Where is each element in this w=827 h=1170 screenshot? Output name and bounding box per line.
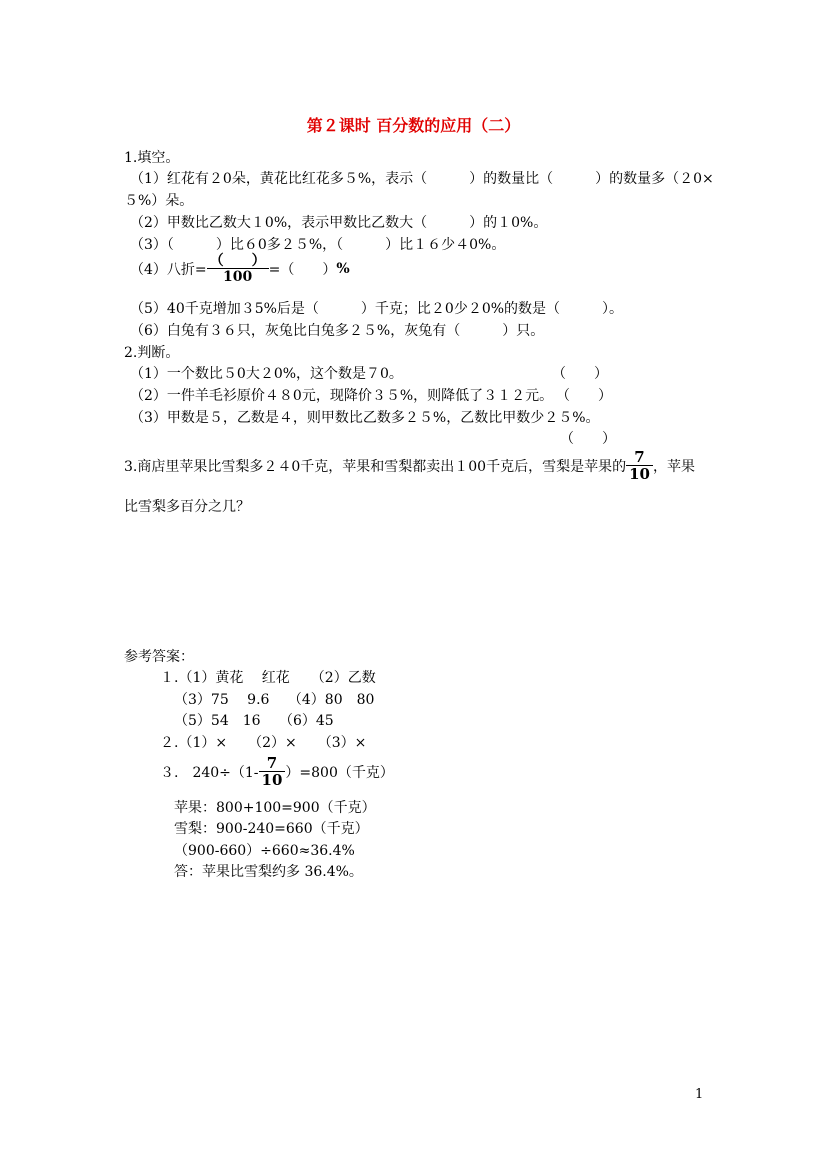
answer-2: ２.（1）× （2）× （3）× bbox=[160, 735, 367, 751]
page-title: 第２课时 百分数的应用（二） bbox=[306, 116, 521, 135]
q2-item3: （3）甲数是５，乙数是４，则甲数比乙数多２５%，乙数比甲数少２５%。 bbox=[130, 410, 600, 426]
q1-item3: （3）（ ）比６0多２５%，（ ）比１６少４0%。 bbox=[130, 237, 506, 253]
fraction-numerator: 7 bbox=[634, 448, 645, 466]
answer-1-line1: １.（1）黄花 红花 （2）乙数 bbox=[160, 670, 376, 686]
q1-item1-line1: （1）红花有２0朵，黄花比红花多５%，表示（ ）的数量比（ ）的数量多（２0× bbox=[130, 171, 714, 187]
q2-item1: （1）一个数比５0大２0%，这个数是７0。 bbox=[130, 366, 403, 382]
q2-item1-answer-paren: （ ） bbox=[552, 366, 608, 382]
q2-item2: （2）一件羊毛衫原价４８0元，现降价３５%，则降低了３１２元。 bbox=[130, 388, 554, 404]
answer-3-line4: （900-660）÷660≈36.4% bbox=[174, 843, 355, 859]
answers-heading: 参考答案： bbox=[124, 649, 194, 665]
fraction-denominator: 100 bbox=[207, 268, 269, 284]
fraction-numerator: 7 bbox=[266, 754, 278, 772]
q1-item4-suffix: =（ ） bbox=[268, 262, 337, 278]
q3-line1-suffix: ，苹果 bbox=[652, 459, 695, 475]
q2-item2-answer-paren: （ ） bbox=[556, 388, 612, 404]
q1-item4-fraction bbox=[207, 254, 269, 284]
answer-3-line2: 苹果：800+100=900（千克） bbox=[174, 800, 376, 816]
fraction-denominator: 10 bbox=[626, 465, 653, 482]
fraction-denominator: 10 bbox=[259, 771, 286, 788]
answer-3-line5: 答：苹果比雪梨约多 36.4%。 bbox=[174, 864, 363, 880]
q3-fraction bbox=[626, 450, 653, 482]
answer-3-line1 bbox=[160, 756, 394, 788]
q3-line1-prefix: 3.商店里苹果比雪梨多２４0千克，苹果和雪梨都卖出１00千克后，雪梨是苹果的 bbox=[124, 459, 627, 475]
q2-heading: 2.判断。 bbox=[124, 345, 180, 361]
answer-3-prefix: ３. 240÷（1- bbox=[160, 765, 259, 781]
answer-3-line3: 雪梨：900-240=660（千克） bbox=[174, 821, 369, 837]
q1-item2: （2）甲数比乙数大１0%，表示甲数比乙数大（ ）的１0%。 bbox=[130, 215, 548, 231]
answer-3-fraction bbox=[259, 756, 286, 788]
q2-item3-answer-paren: （ ） bbox=[560, 431, 616, 447]
answer-3-suffix: ）=800（千克） bbox=[285, 765, 394, 781]
q1-item5: （5）40千克增加３5%后是（ ）千克；比２0少２0%的数是（ ）。 bbox=[130, 301, 624, 317]
q1-heading: 1.填空。 bbox=[124, 150, 180, 166]
answer-1-line2: （3）75 9.6 （4）80 80 bbox=[174, 692, 375, 708]
q1-item4 bbox=[130, 254, 350, 284]
q1-item4-prefix: （4）八折= bbox=[130, 262, 207, 278]
q3-line2: 比雪梨多百分之几？ bbox=[124, 499, 250, 515]
percent-sign: % bbox=[336, 261, 350, 277]
q3-line1 bbox=[124, 450, 695, 482]
answer-1-line3: （5）54 16 （6）45 bbox=[174, 713, 334, 729]
fraction-numerator: （ ） bbox=[209, 253, 266, 269]
q1-item6: （6）白兔有３６只，灰兔比白兔多２５%，灰兔有（ ）只。 bbox=[130, 323, 545, 339]
page-number: 1 bbox=[695, 1087, 704, 1102]
q1-item1-line2: ５%）朵。 bbox=[124, 193, 194, 209]
